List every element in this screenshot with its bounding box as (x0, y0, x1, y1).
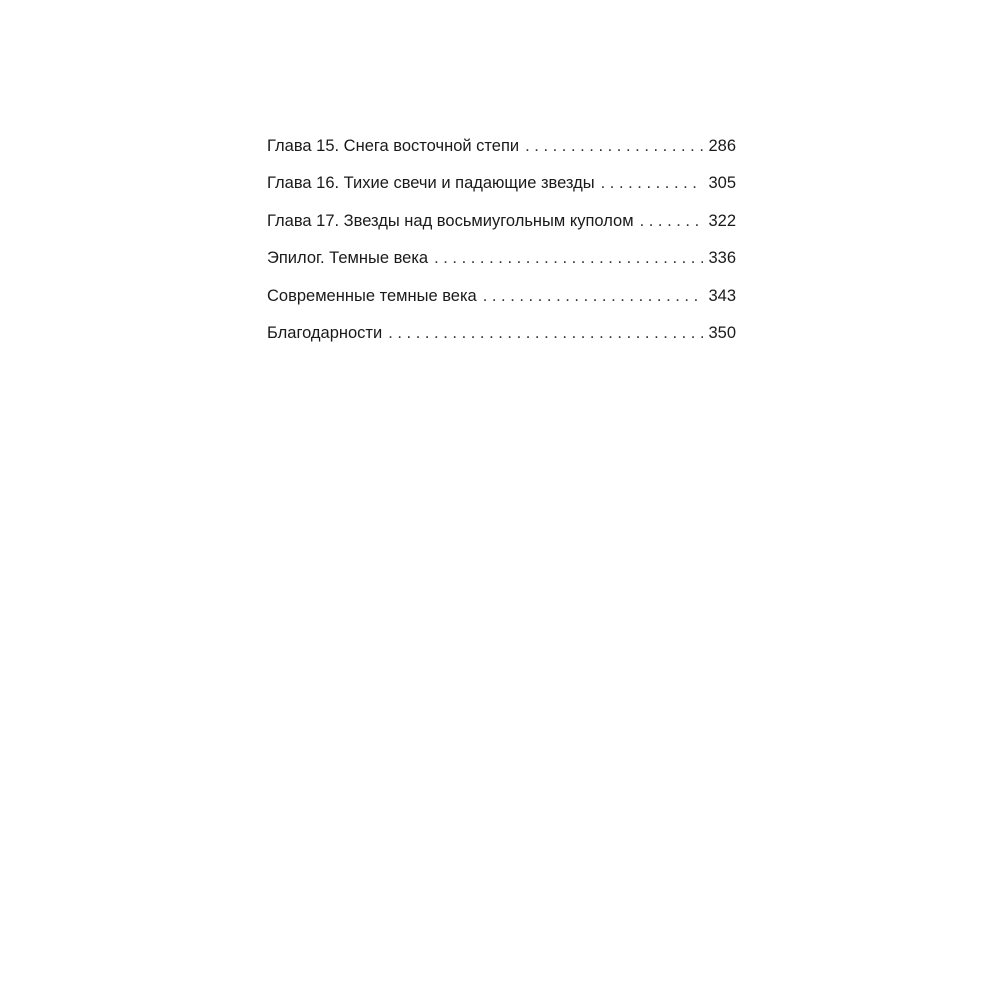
toc-entry[interactable] (267, 240, 736, 277)
toc-entry-title: Эпилог. Темные века (267, 249, 429, 268)
toc-entry[interactable] (267, 128, 736, 165)
toc-entry-page-number: 322 (708, 211, 736, 230)
toc-entry[interactable] (267, 165, 736, 202)
toc-entry-page-number: 336 (708, 249, 736, 268)
toc-dot-leader (601, 165, 704, 202)
toc-entry-title: Благодарности (267, 323, 383, 342)
toc-entry-page-number: 350 (708, 323, 736, 342)
toc-entry-page-number: 305 (708, 174, 736, 193)
toc-dot-leader (434, 240, 703, 277)
toc-entry-title: Глава 16. Тихие свечи и падающие звезды (267, 174, 595, 193)
table-of-contents (267, 128, 736, 352)
toc-entry-page-number: 343 (708, 286, 736, 305)
toc-dot-leader (525, 128, 703, 165)
toc-dot-leader (640, 203, 704, 240)
toc-entry-page-number: 286 (708, 137, 736, 155)
toc-dot-leader (483, 278, 704, 315)
toc-entry[interactable] (267, 278, 736, 315)
toc-entry-title: Глава 15. Снега восточной степи (267, 137, 520, 155)
toc-entry-title: Глава 17. Звезды над восьмиугольным куполом (267, 211, 634, 230)
toc-entry[interactable] (267, 315, 736, 352)
toc-entry-title: Современные темные века (267, 286, 477, 305)
toc-dot-leader (388, 315, 703, 352)
toc-entry[interactable] (267, 203, 736, 240)
